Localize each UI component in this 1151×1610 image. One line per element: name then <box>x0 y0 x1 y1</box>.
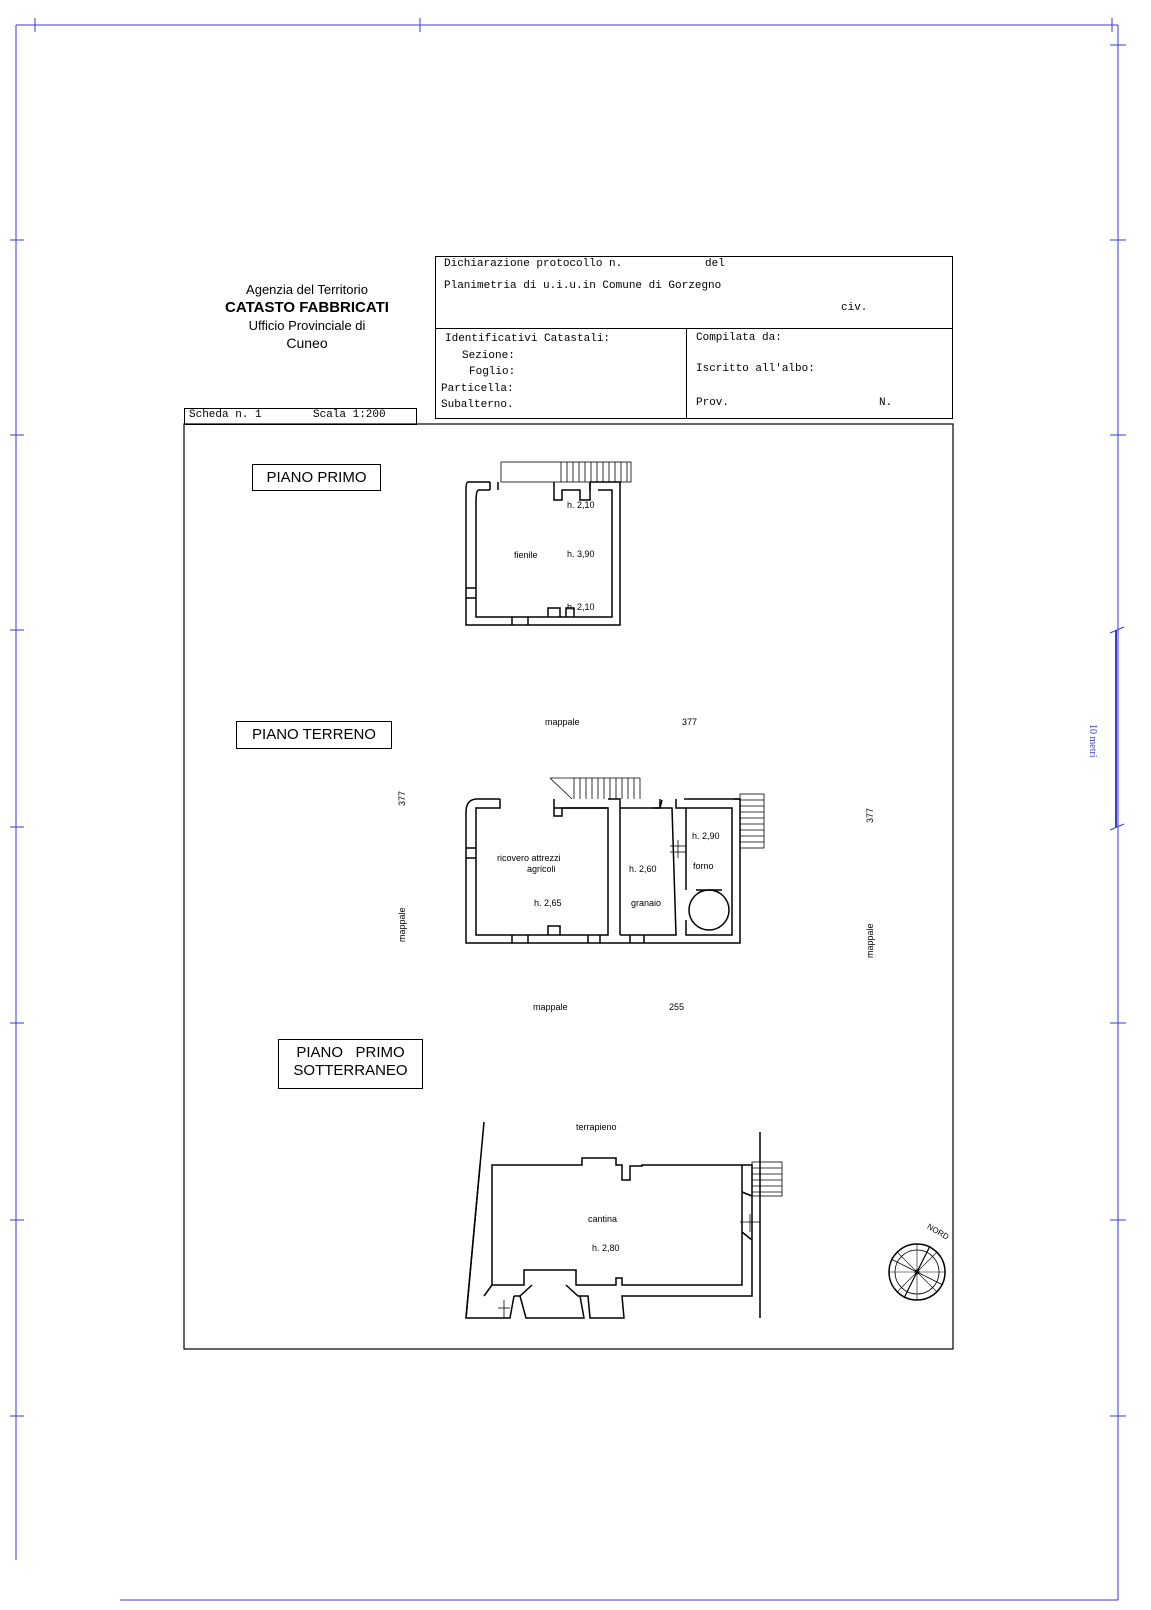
label-h-ricovero: h. 2,65 <box>534 898 562 908</box>
label-h-bot-primo: h. 2,10 <box>567 602 595 612</box>
agency-header <box>177 282 437 351</box>
label-h-cantina: h. 2,80 <box>592 1243 620 1253</box>
office-city: Cuneo <box>286 335 328 351</box>
label-room-cantina: cantina <box>588 1214 618 1224</box>
label-mappale-top: mappale <box>545 717 580 727</box>
compilata-label: Compilata da: <box>696 332 782 344</box>
label-room-granaio: granaio <box>631 898 662 908</box>
civ-label: civ. <box>841 302 868 314</box>
label-mappale-right: mappale <box>865 923 875 958</box>
label-mappale-right-n: 377 <box>865 807 875 823</box>
subalterno-label: Subalterno. <box>441 399 514 411</box>
floor-plan-primo <box>466 462 631 625</box>
protocol-label: Dichiarazione protocollo n. <box>444 258 623 270</box>
title-piano-sotterraneo <box>278 1039 423 1089</box>
compass-label: NORD <box>925 1222 951 1242</box>
title-sotterraneo-line1: PIANO PRIMO <box>296 1044 405 1061</box>
scheda-label: Scheda n. 1 <box>189 409 262 421</box>
planimetria-label: Planimetria di u.i.u.in Comune di Gorzegno <box>444 280 722 292</box>
label-mappale-bottom: mappale <box>533 1002 568 1012</box>
foglio-label: Foglio: <box>469 366 516 378</box>
office-name: Ufficio Provinciale di <box>248 318 366 333</box>
scala-label: Scala 1:200 <box>313 409 386 421</box>
floor-plan-sotterraneo <box>466 1122 782 1318</box>
label-terrapieno: terrapieno <box>576 1122 617 1132</box>
del-label: del <box>705 258 725 270</box>
label-room-fienile: fienile <box>514 550 538 560</box>
agency-name: Agenzia del Territorio <box>246 282 368 297</box>
title-piano-terreno: PIANO TERRENO <box>236 721 392 749</box>
label-room-ricovero-2: agricoli <box>527 864 556 874</box>
identificativi-label: Identificativi Catastali: <box>445 333 611 345</box>
n-label: N. <box>879 397 893 409</box>
label-mappale-left: mappale <box>397 907 407 942</box>
compass-rose <box>889 1244 945 1300</box>
label-h-top-primo: h. 2,10 <box>567 500 595 510</box>
title-piano-primo: PIANO PRIMO <box>252 464 381 491</box>
label-h-granaio: h. 2,60 <box>629 864 657 874</box>
sezione-label: Sezione: <box>462 350 515 362</box>
label-h-mid-primo: h. 3,90 <box>567 549 595 559</box>
drawing-border <box>184 424 953 1349</box>
scale-bar-label: 10 metri <box>1087 724 1098 758</box>
label-mappale-top-n: 377 <box>682 717 698 727</box>
label-room-forno: forno <box>693 861 714 871</box>
label-mappale-left-n: 377 <box>397 790 407 806</box>
prov-label: Prov. <box>696 397 730 409</box>
catasto-title: CATASTO FABBRICATI <box>225 299 389 316</box>
label-room-ricovero-1: ricovero attrezzi <box>497 853 561 863</box>
label-h-forno: h. 2,90 <box>692 831 720 841</box>
label-mappale-bottom-n: 255 <box>669 1002 685 1012</box>
particella-label: Particella: <box>441 383 514 395</box>
iscritto-label: Iscritto all'albo: <box>696 363 815 375</box>
title-sotterraneo-line2: SOTTERRANEO <box>293 1062 408 1079</box>
